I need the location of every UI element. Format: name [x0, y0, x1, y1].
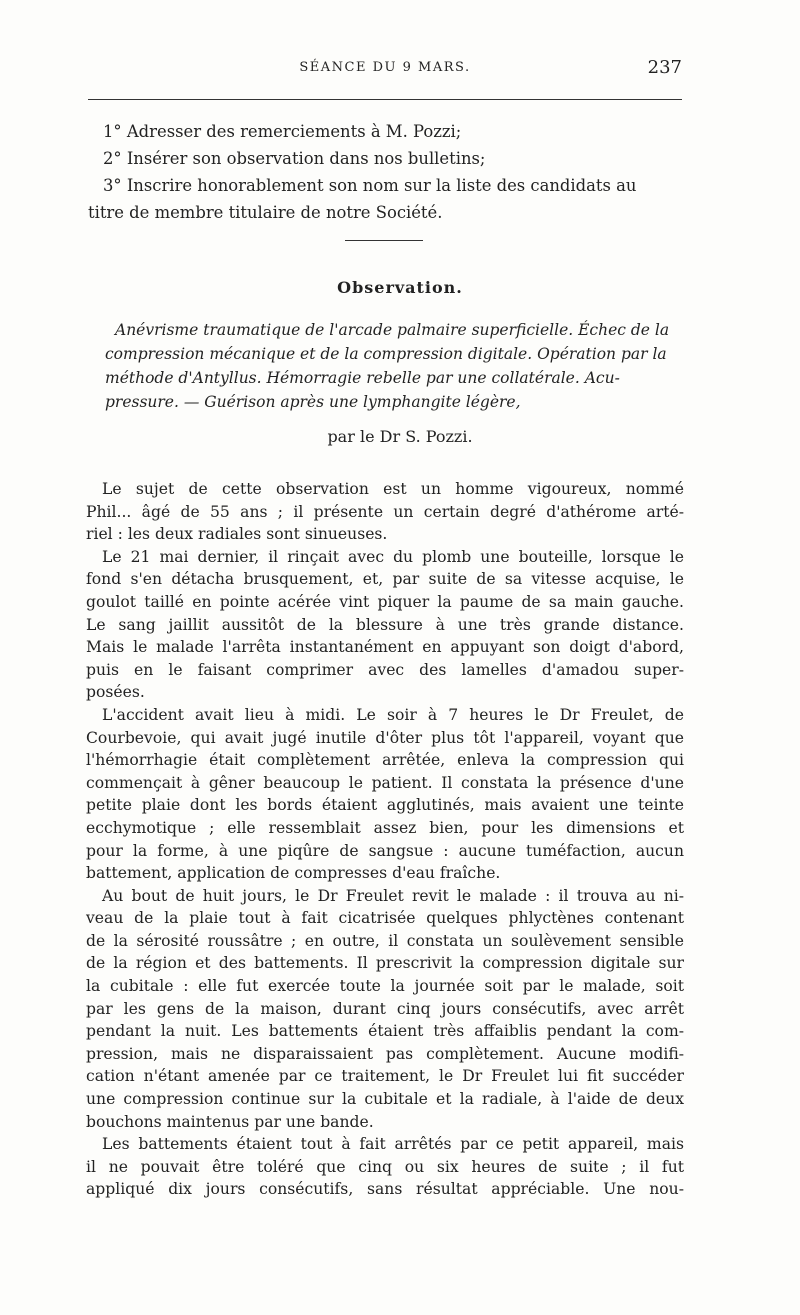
observation-title [105, 318, 677, 414]
resolution-item: 1° Adresser des remerciements à M. Pozzi; [103, 122, 462, 141]
body-line: Au bout de huit jours, le Dr Freulet revit le malade : il trouva au ni- [102, 886, 684, 905]
body-line: riel : les deux radiales sont sinueuses. [86, 525, 388, 544]
section-separator [345, 240, 423, 241]
body-line: la cubitale : elle fut exercée toute la journée soit par le malade, soit [86, 977, 684, 996]
body-line: goulot taillé en pointe acérée vint piquer la paume de sa main gauche. [86, 592, 684, 611]
body-line: Courbevoie, qui avait jugé inutile d'ôter plus tôt l'appareil, voyant que [86, 728, 684, 747]
body-line: Mais le malade l'arrêta instantanément en appuyant son doigt d'abord, [86, 638, 684, 657]
observation-title-line: compression mécanique et de la compression digitale. Opération par la [105, 345, 667, 363]
body-line: puis en le faisant comprimer avec des lamelles d'amadou super- [86, 660, 684, 679]
body-line: par les gens de la maison, durant cinq jours consécutifs, avec arrêt [86, 999, 684, 1018]
page-number: 237 [647, 57, 682, 78]
body-line: une compression continue sur la cubitale et la radiale, à l'aide de deux [86, 1090, 684, 1109]
body-line: cation n'étant amenée par ce traitement, le Dr Freulet lui fit succéder [86, 1067, 684, 1086]
body-line: pendant la nuit. Les battements étaient très affaiblis pendant la com- [86, 1022, 684, 1041]
body-line: l'hémorrhagie était complètement arrêtée, enleva la compression qui [86, 751, 684, 770]
body-line: commençait à gêner beaucoup le patient. Il constata la présence d'une [86, 773, 684, 792]
body-line: posées. [86, 683, 145, 702]
resolution-item-continuation: titre de membre titulaire de notre Société. [88, 203, 443, 222]
observation-heading: Observation. [337, 278, 463, 297]
body-line: de la sérosité roussâtre ; en outre, il constata un soulèvement sensible [86, 931, 684, 950]
observation-title-line: méthode d'Antyllus. Hémorragie rebelle par une collatérale. Acu- [105, 369, 620, 387]
body-line: Le sujet de cette observation est un homme vigoureux, nommé [102, 480, 684, 498]
resolutions-list [88, 118, 682, 226]
body-line: petite plaie dont les bords étaient agglutinés, mais avaient une teinte [86, 796, 684, 815]
body-line: de la région et des battements. Il prescrivit la compression digitale sur [86, 954, 684, 973]
observation-title-line: pressure. — Guérison après une lymphangite légère, [105, 393, 521, 411]
body-line: fond s'en détacha brusquement, et, par suite de sa vitesse acquise, le [86, 570, 684, 589]
observation-title-line: Anévrisme traumatique de l'arcade palmaire superficielle. Échec de la [115, 321, 670, 339]
body-line: veau de la plaie tout à fait cicatrisée quelques phlyctènes contenant [86, 909, 684, 928]
body-line: battement, application de compresses d'eau fraîche. [86, 864, 501, 883]
resolution-item: 3° Inscrire honorablement son nom sur la liste des candidats au [103, 176, 637, 195]
body-line: Le sang jaillit aussitôt de la blessure à une très grande distance. [86, 615, 684, 634]
body-line: Phil... âgé de 55 ans ; il présente un certain degré d'athérome arté- [86, 502, 684, 521]
body-line: bouchons maintenus par une bande. [86, 1112, 374, 1131]
running-title: SÉANCE DU 9 MARS. [299, 60, 471, 75]
body-line: Le 21 mai dernier, il rinçait avec du plomb une bouteille, lorsque le [102, 547, 684, 566]
body-line: appliqué dix jours consécutifs, sans résultat appréciable. Une nou- [86, 1180, 684, 1199]
body-text [86, 478, 684, 1201]
body-line: L'accident avait lieu à midi. Le soir à 7 heures le Dr Freulet, de [102, 705, 684, 724]
author-line: par le Dr S. Pozzi. [327, 427, 473, 446]
header-rule [88, 99, 682, 100]
body-line: pression, mais ne disparaissaient pas complètement. Aucune modifi- [86, 1044, 684, 1063]
body-line: Les battements étaient tout à fait arrêtés par ce petit appareil, mais [102, 1135, 684, 1154]
body-line: il ne pouvait être toléré que cinq ou six heures de suite ; il fut [86, 1157, 684, 1176]
running-head [88, 57, 682, 84]
resolution-item: 2° Insérer son observation dans nos bulletins; [103, 149, 486, 168]
body-line: pour la forme, à une piqûre de sangsue : aucune tuméfaction, aucun [86, 841, 684, 860]
body-line: ecchymotique ; elle ressemblait assez bien, pour les dimensions et [86, 818, 684, 837]
